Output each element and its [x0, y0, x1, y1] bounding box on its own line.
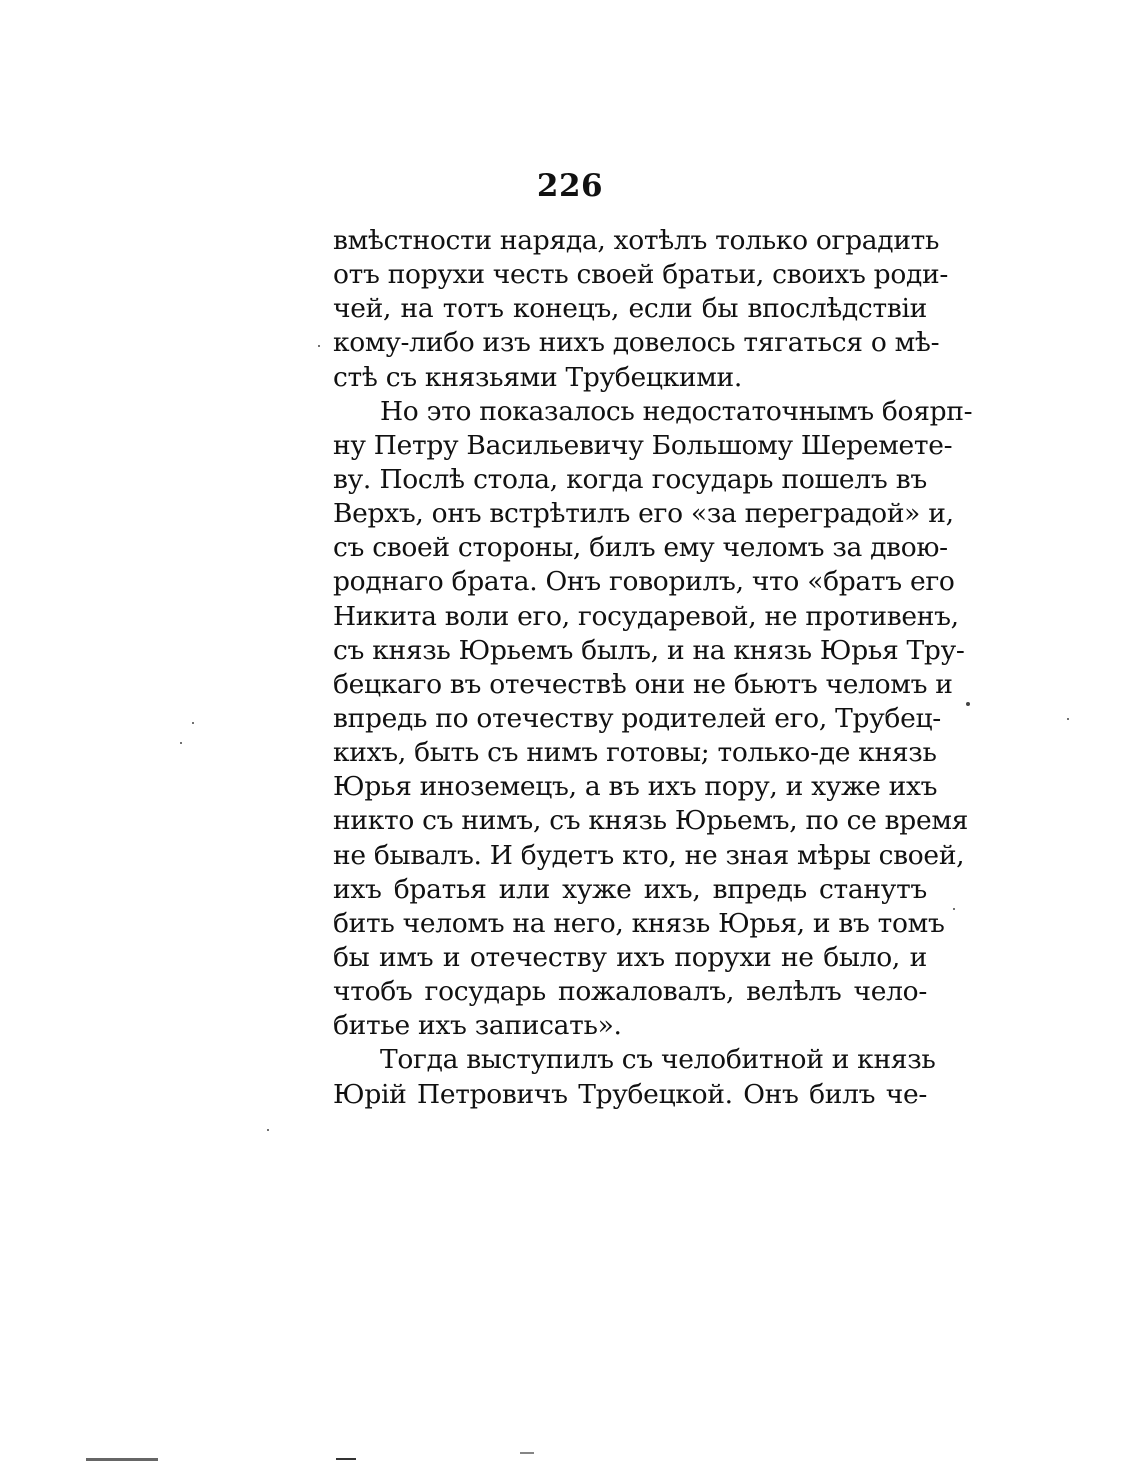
text-line: не бывалъ. И будетъ кто, не зная мѣры своей,: [333, 839, 965, 871]
scan-speck: [267, 1129, 269, 1131]
scan-speck: [180, 742, 182, 744]
scan-mark: [86, 1458, 158, 1461]
scan-speck: [1067, 718, 1069, 720]
text-line: кому-либо изъ нихъ довелось тягаться о мѣ-: [333, 327, 940, 359]
scan-speck: [192, 722, 194, 724]
text-line: Никита воли его, государевой, не противенъ,: [333, 600, 959, 632]
text-line: бить челомъ на него, князь Юрья, и въ томъ: [333, 907, 945, 939]
text-line: бецкаго въ отечествѣ они не бьютъ челомъ и: [333, 668, 953, 700]
scan-mark: [336, 1458, 356, 1460]
scan-speck: [318, 345, 320, 347]
page-number: 226: [536, 168, 604, 204]
text-line: бы имъ и отечеству ихъ порухи не было, и: [333, 941, 927, 973]
paragraph-end-line: стѣ съ князьями Трубецкими.: [333, 361, 743, 393]
text-line: кихъ, быть съ нимъ готовы; только-де князь: [333, 737, 937, 769]
paragraph-start-line: Тогда выступилъ съ челобитной и князь: [380, 1044, 936, 1076]
text-line: ну Петру Васильевичу Большому Шеремете-: [333, 429, 953, 461]
scan-mark: [520, 1452, 534, 1454]
scan-speck: [966, 702, 970, 706]
text-line: ихъ братья или хуже ихъ, впредь станутъ: [333, 873, 927, 905]
paragraph-end-line: битье ихъ записать».: [333, 1010, 622, 1042]
text-line: роднаго брата. Онъ говорилъ, что «братъ его: [333, 566, 955, 598]
text-line: чей, на тотъ конецъ, если бы впослѣдствіи: [333, 293, 927, 325]
text-line: никто съ нимъ, съ князь Юрьемъ, по се время: [333, 805, 969, 837]
text-line: Юрья иноземецъ, а въ ихъ пору, и хуже ихъ: [333, 771, 938, 803]
text-line: чтобъ государь пожаловалъ, велѣлъ чело-: [333, 976, 927, 1008]
text-line: съ князь Юрьемъ былъ, и на князь Юрья Тру-: [333, 634, 965, 666]
text-line: ву. Послѣ стола, когда государь пошелъ въ: [333, 463, 927, 495]
text-line: Верхъ, онъ встрѣтилъ его «за перегрaдой» и,: [333, 498, 954, 530]
text-line: вмѣстности наряда, хотѣлъ только оградить: [333, 225, 940, 256]
text-line: съ своей стороны, билъ ему челомъ за двою-: [333, 532, 948, 564]
text-line: впредь по отечеству родителей его, Трубец-: [333, 702, 941, 734]
scan-speck: [953, 908, 955, 910]
text-line: отъ порухи честь своей братьи, своихъ роди-: [333, 259, 949, 291]
paragraph-start-line: Но это показалось недостаточнымъ боярп-: [380, 395, 973, 427]
text-line: Юрій Петровичъ Трубецкой. Онъ билъ че-: [333, 1078, 927, 1110]
body-text: [333, 224, 973, 1112]
